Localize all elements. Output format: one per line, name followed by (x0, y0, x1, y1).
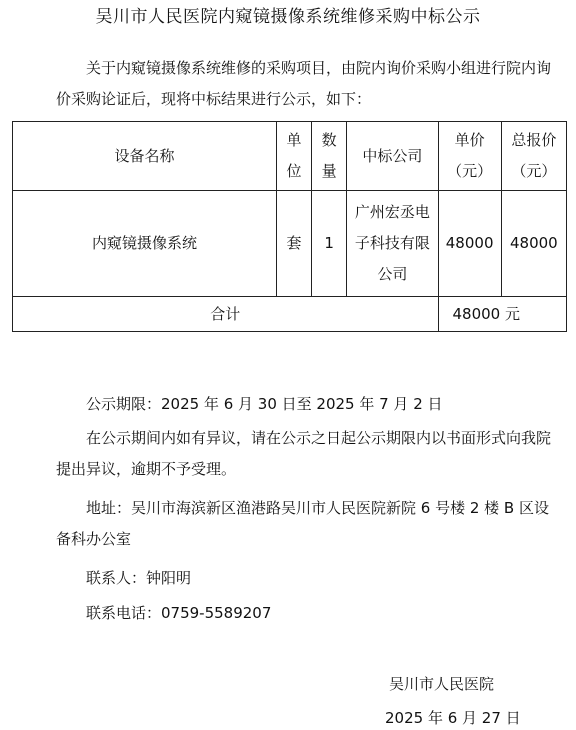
header-unit-price (438, 122, 501, 191)
notice-contact: 联系人：钟阳明 (86, 569, 192, 587)
header-unit-line-2: 位 (286, 162, 302, 180)
table-total-row (13, 297, 567, 332)
header-unit (276, 122, 311, 191)
signature-date: 2025 年 6 月 27 日 (385, 709, 521, 727)
header-quantity-line-1: 数 (321, 131, 337, 149)
signature-org: 吴川市人民医院 (389, 675, 495, 693)
cell-equipment-name: 内窥镜摄像系统 (13, 191, 277, 297)
table-header-row (13, 122, 567, 191)
total-value: 48000 元 (438, 297, 566, 332)
total-label: 合计 (13, 297, 439, 332)
company-line-1: 广州宏丞电 (354, 203, 430, 221)
cell-unit: 套 (276, 191, 311, 297)
header-total-price-line-2: （元） (511, 162, 557, 180)
intro-paragraph: 关于内窥镜摄像系统维修的采购项目，由院内询价采购小组进行院内询价采购论证后，现将中标结果进行公示，如下： (56, 59, 552, 108)
header-quantity-line-2: 量 (321, 162, 337, 180)
company-line-2: 子科技有限 (354, 234, 430, 252)
cell-quantity: 1 (312, 191, 347, 297)
notice-objection: 在公示期间内如有异议，请在公示之日起公示期限内以书面形式向我院提出异议，逾期不予受理。 (56, 429, 552, 478)
notice-address: 地址：吴川市海滨新区渔港路吴川市人民医院新院 6 号楼 2 楼 B 区设备科办公室 (56, 499, 549, 548)
header-unit-price-line-1: 单价 (454, 131, 485, 149)
header-winning-company: 中标公司 (347, 122, 438, 191)
cell-winning-company (347, 191, 438, 297)
page-title: 吴川市人民医院内窥镜摄像系统维修采购中标公示 (95, 7, 481, 27)
header-quantity (312, 122, 347, 191)
notice-period: 公示期限：2025 年 6 月 30 日至 2025 年 7 月 2 日 (86, 395, 443, 413)
cell-unit-price: 48000 (438, 191, 501, 297)
header-unit-line-1: 单 (286, 131, 302, 149)
header-total-price (501, 122, 566, 191)
award-table (12, 121, 567, 332)
header-unit-price-line-2: （元） (447, 162, 493, 180)
notice-phone: 联系电话：0759-5589207 (86, 604, 272, 622)
table-row (13, 191, 567, 297)
header-total-price-line-1: 总报价 (511, 131, 557, 149)
cell-total-price: 48000 (501, 191, 566, 297)
header-equipment-name: 设备名称 (13, 122, 277, 191)
company-line-3: 公司 (377, 265, 408, 283)
